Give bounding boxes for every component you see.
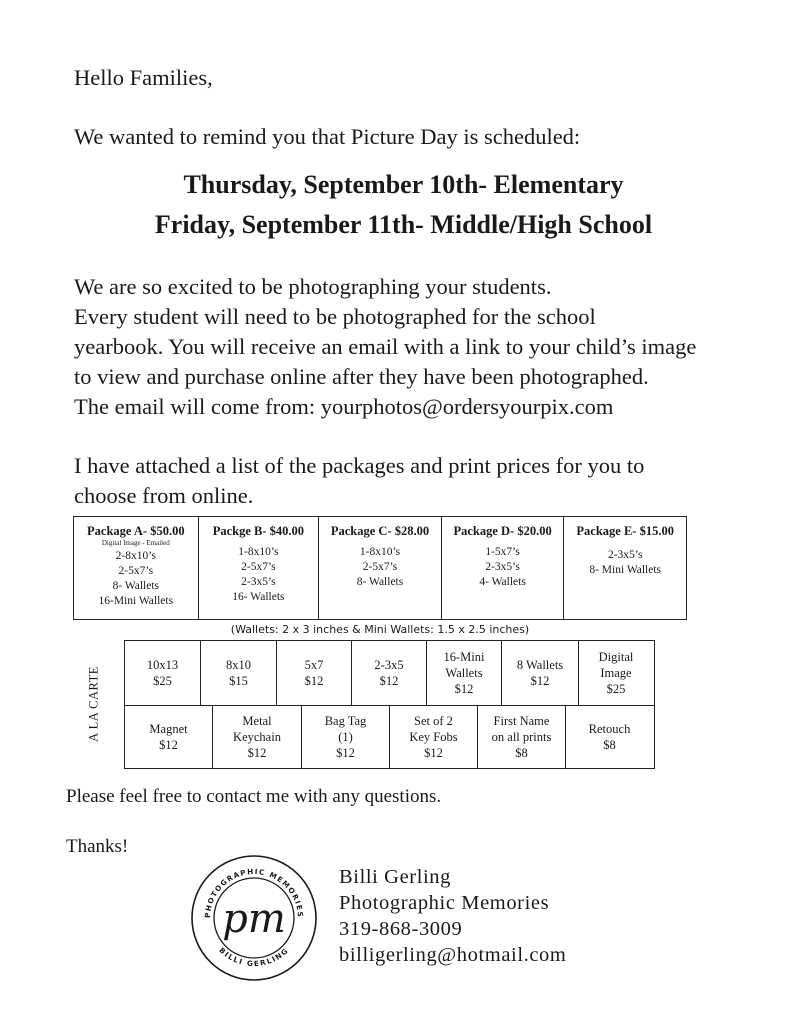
a-la-carte-row	[125, 706, 654, 768]
package-item: 2-3x5’s	[485, 561, 520, 573]
package-subtitle: Digital Image - Emailed	[101, 539, 170, 547]
body-line: to view and purchase online after they have been photographed.	[74, 364, 649, 389]
package-item: 8- Wallets	[112, 580, 160, 592]
logo-ring-bottom-text: BILLI GERLING	[217, 945, 291, 969]
package-title: Package C- $28.00	[330, 524, 430, 538]
package-item: 1-8x10’s	[359, 546, 401, 558]
a-la-carte-table	[124, 640, 655, 769]
picture-day-date-elementary: Thursday, September 10th- Elementary	[183, 170, 624, 199]
contact-line: Please feel free to contact me with any questions.	[66, 786, 442, 807]
package-item: 2-3x5’s	[607, 549, 643, 561]
package-d-cell	[442, 517, 565, 619]
signature-phone: 319-868-3009	[339, 918, 463, 940]
package-title: Package A- $50.00	[87, 524, 185, 538]
wallet-size-note: (Wallets: 2 x 3 inches & Mini Wallets: 1.5 x 2.5 inches)	[230, 623, 530, 636]
a-la-carte-item: 2-3x5 $12	[352, 641, 427, 705]
a-la-carte-label: A LA CARTE	[86, 666, 101, 742]
logo-monogram: pm	[222, 896, 286, 942]
a-la-carte-row	[125, 641, 654, 706]
package-item: 16- Wallets	[232, 591, 285, 603]
package-title: Package D- $20.00	[453, 524, 552, 538]
package-item: 8- Wallets	[356, 576, 404, 588]
package-title: Package E- $15.00	[576, 524, 674, 538]
package-item: 1-5x7’s	[485, 546, 520, 558]
attached-line: choose from online.	[74, 483, 254, 508]
greeting: Hello Families,	[74, 65, 213, 90]
package-a-cell	[74, 517, 199, 619]
package-item: 2-8x10’s	[115, 550, 156, 562]
body-line: We are so excited to be photographing your students.	[74, 274, 552, 299]
package-item: 1-8x10’s	[238, 546, 279, 558]
picture-day-date-middle-high: Friday, September 11th- Middle/High School	[154, 210, 653, 239]
intro-line: We wanted to remind you that Picture Day is scheduled:	[74, 124, 581, 149]
photographic-memories-logo	[188, 852, 320, 984]
a-la-carte-item: 10x13 $25	[125, 641, 201, 705]
a-la-carte-item: Bag Tag (1) $12	[302, 706, 390, 768]
package-item: 2-3x5’s	[241, 576, 276, 588]
email-source-line: The email will come from: yourphotos@ordersyourpix.com	[74, 394, 614, 419]
signature-name: Billi Gerling	[339, 866, 452, 888]
a-la-carte-item: Magnet $12	[125, 706, 213, 768]
package-item: 2-5x7’s	[241, 561, 276, 573]
package-title: Packge B- $40.00	[212, 524, 305, 538]
a-la-carte-item: 8 Wallets $12	[502, 641, 579, 705]
a-la-carte-item: 16-Mini Wallets $12	[427, 641, 502, 705]
package-c-cell	[319, 517, 442, 619]
body-line: Every student will need to be photographed for the school	[74, 304, 596, 329]
a-la-carte-item: Digital Image $25	[598, 650, 634, 696]
a-la-carte-item: 5x7 $12	[277, 641, 352, 705]
package-b-cell	[199, 517, 320, 619]
logo-ring-top-text: PHOTOGRAPHIC MEMORIES	[202, 866, 306, 919]
package-e-cell	[564, 517, 686, 619]
package-item: 8- Mini Wallets	[589, 564, 662, 576]
package-item: 2-5x7’s	[362, 561, 398, 573]
body-line: yearbook. You will receive an email with a link to your child’s image	[74, 334, 697, 359]
thanks-line: Thanks!	[66, 836, 129, 857]
package-item: 16-Mini Wallets	[98, 595, 174, 607]
signature-email: billigerling@hotmail.com	[339, 944, 567, 966]
a-la-carte-item: Set of 2 Key Fobs $12	[390, 706, 478, 768]
a-la-carte-item: 8x10 $15	[201, 641, 277, 705]
attached-line: I have attached a list of the packages and print prices for you to	[74, 453, 645, 478]
package-item: 2-5x7’s	[118, 565, 154, 577]
a-la-carte-item: Retouch $8	[588, 722, 631, 752]
a-la-carte-item: Metal Keychain $12	[213, 706, 302, 768]
a-la-carte-item: First Name on all prints $8	[478, 706, 566, 768]
package-item: 4- Wallets	[479, 576, 526, 588]
signature-company: Photographic Memories	[339, 892, 550, 914]
packages-table	[73, 516, 687, 620]
